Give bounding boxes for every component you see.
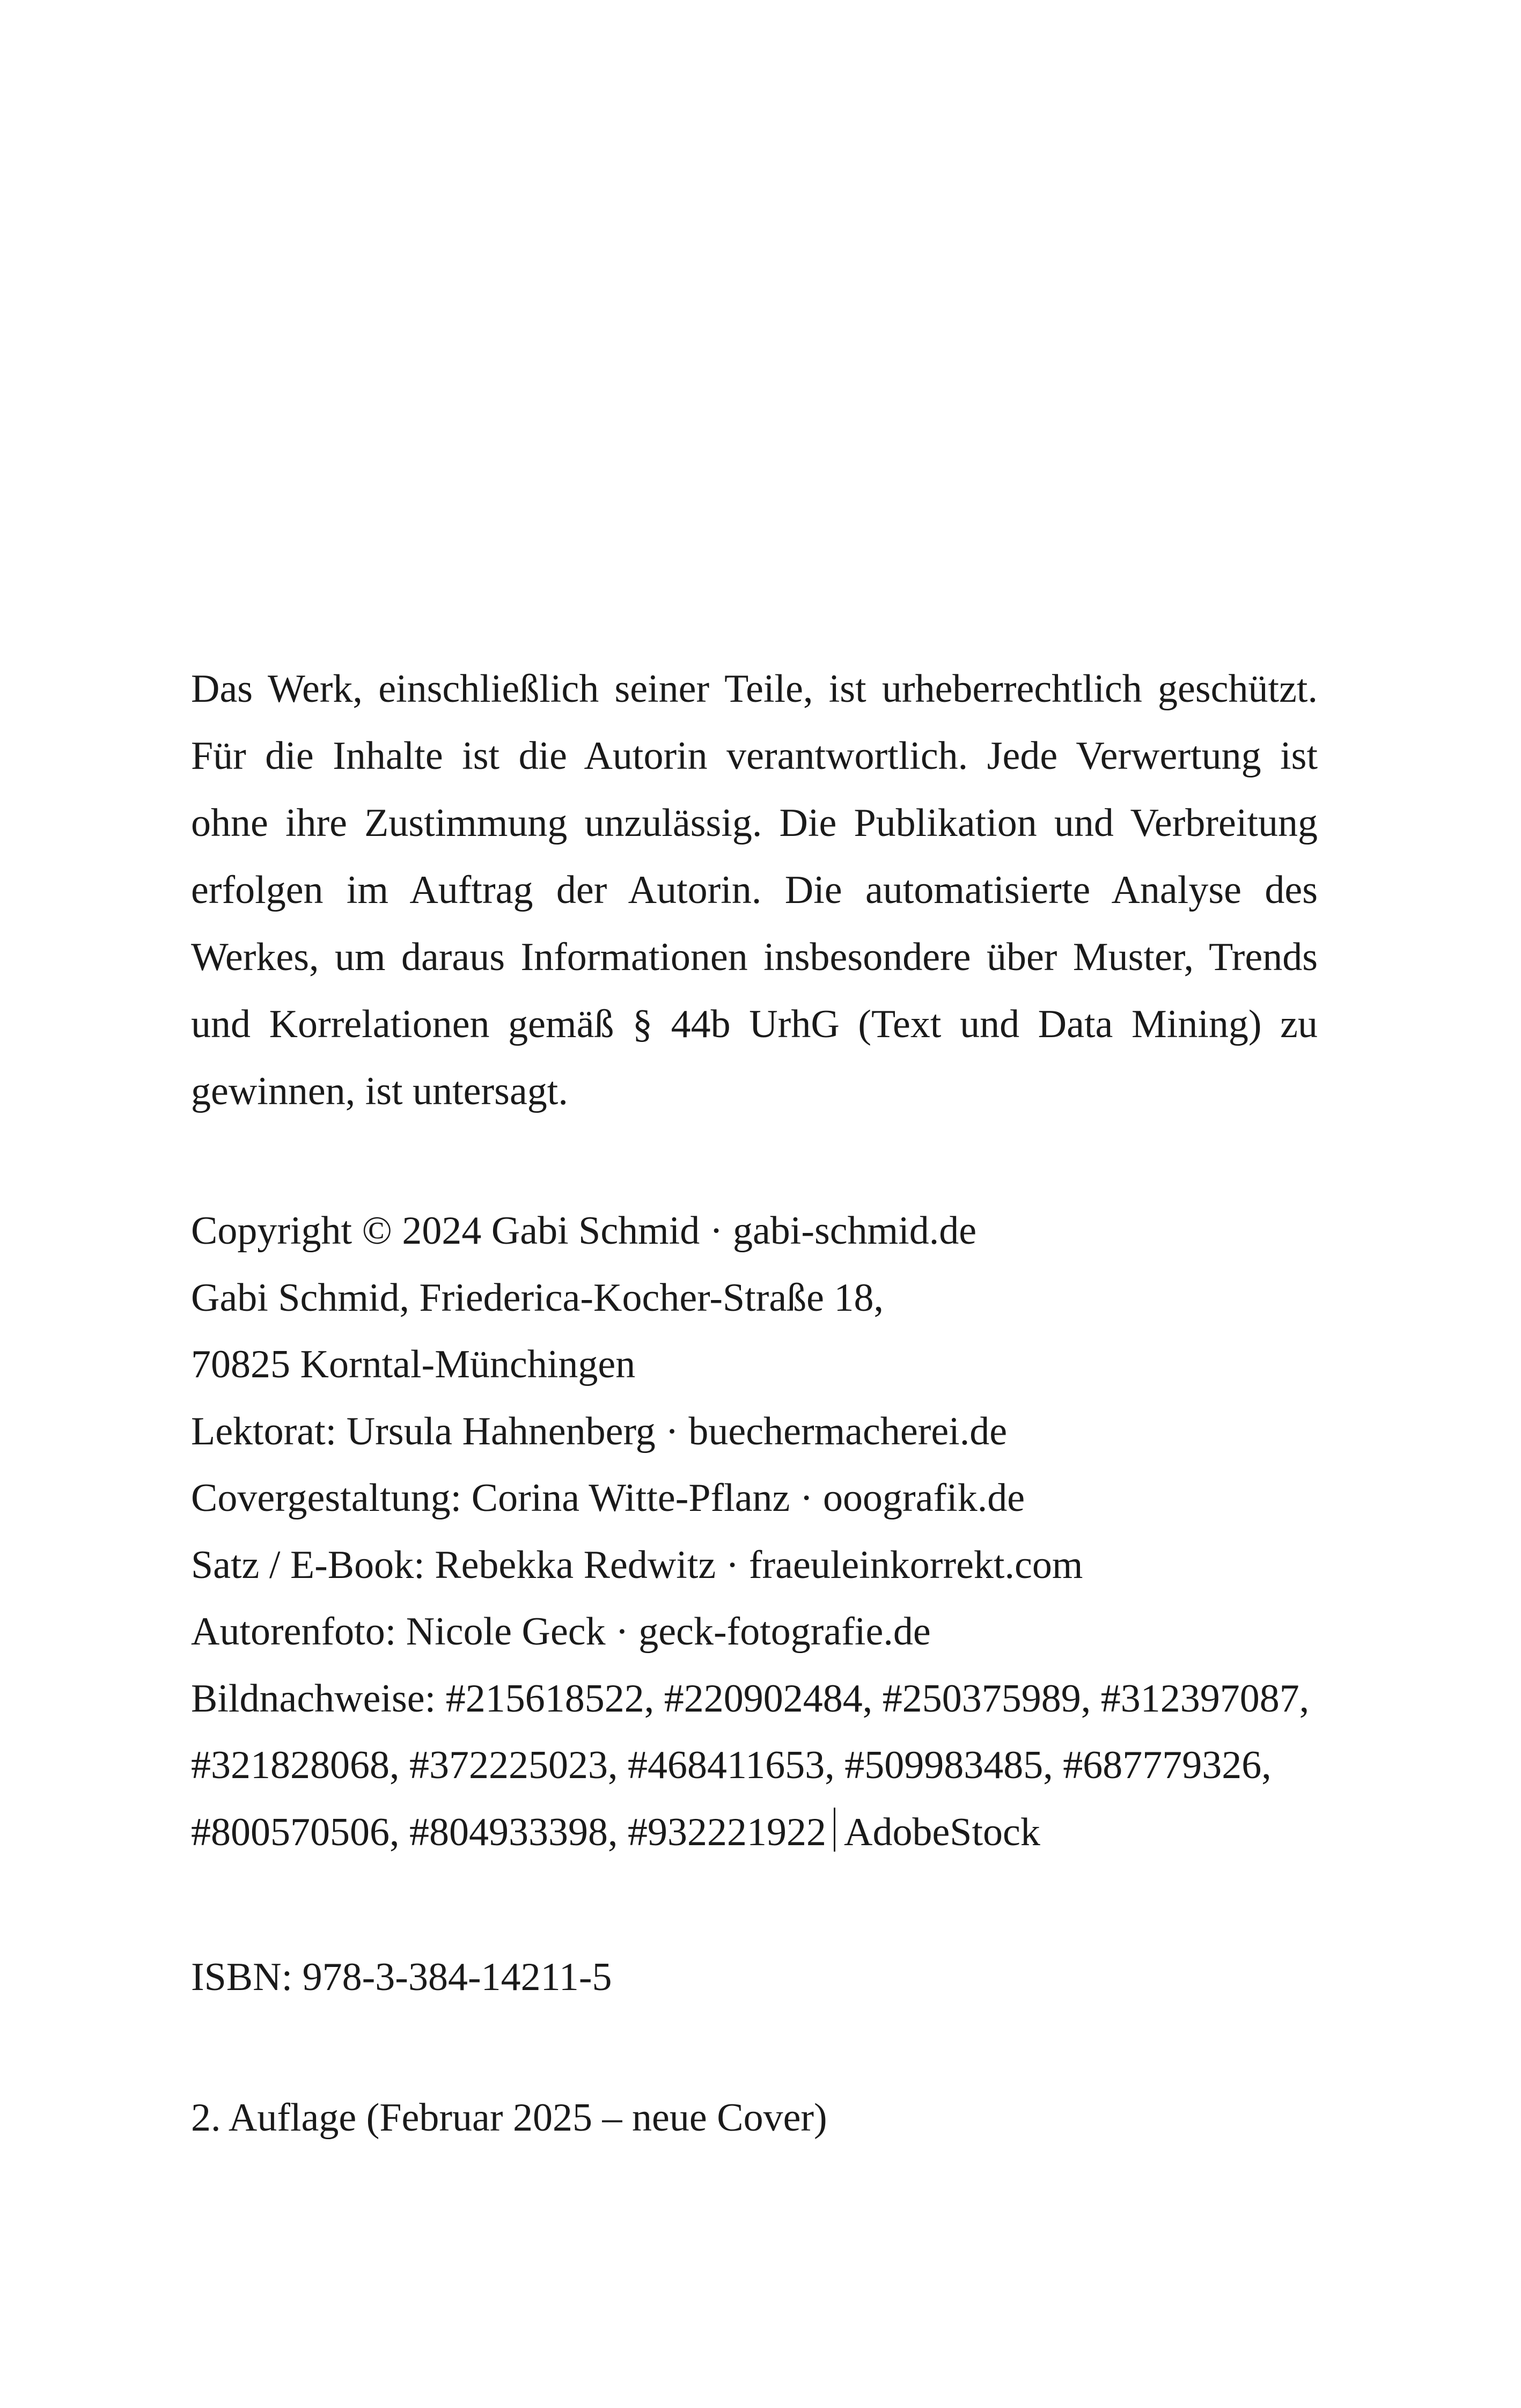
editing-credit: Lektorat: Ursula Hahnenberg · buechermacherei.de: [191, 1409, 1008, 1453]
address-line-2: 70825 Korntal-Münchingen: [191, 1342, 636, 1386]
image-credits-ids: #800570506, #804933398, #932221922: [191, 1810, 826, 1854]
edition-line: 2. Auflage (Februar 2025 – neue Cover): [191, 2096, 827, 2140]
image-credits-line-2: #321828068, #372225023, #468411653, #509983485, #687779326,: [191, 1743, 1272, 1787]
legal-notice-paragraph: Das Werk, einschließlich seiner Teile, ist urheberrechtlich geschützt. Für die Inhalte ist die Autorin verantwortlich. Jede Verwertung ist ohne ihre Zustimmung unzulässig. Die Publikation und Verbreitung erfolgen im Auftrag der Autorin. Die automatisierte Analyse des Werkes, um daraus Informationen insbesondere über Muster, Trends und Korrelationen gemäß § 44b UrhG (Text und Data Mining) zu gewinnen, ist untersagt.: [191, 667, 1318, 1113]
image-credits-line-3: [191, 1799, 1318, 1866]
typesetting-credit: Satz / E-Book: Rebekka Redwitz · fraeuleinkorrekt.com: [191, 1543, 1083, 1587]
isbn-line: ISBN: 978-3-384-14211-5: [191, 1955, 612, 1999]
copyright-line: Copyright © 2024 Gabi Schmid · gabi-schmid.de: [191, 1209, 977, 1253]
author-photo-credit: Autorenfoto: Nicole Geck · geck-fotografie.de: [191, 1610, 931, 1654]
legal-notice-section: [191, 656, 1318, 1125]
address-line-1: Gabi Schmid, Friederica-Kocher-Straße 18,: [191, 1275, 884, 1320]
cover-design-credit: Covergestaltung: Corina Witte-Pflanz · ooografik.de: [191, 1476, 1025, 1520]
credits-section: [191, 1198, 1318, 1866]
image-credits-source: AdobeStock: [844, 1810, 1040, 1854]
edition-section: [191, 2084, 1318, 2152]
vertical-separator: [834, 1808, 835, 1852]
isbn-section: [191, 1944, 1318, 2011]
image-credits-line-1: Bildnachweise: #215618522, #220902484, #250375989, #312397087,: [191, 1676, 1310, 1721]
